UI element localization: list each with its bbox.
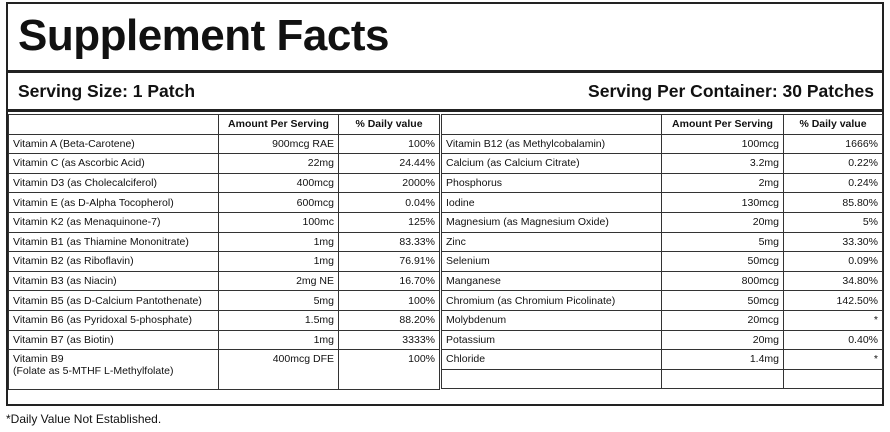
- amount-per-serving: 1mg: [219, 330, 339, 350]
- daily-value: 0.22%: [784, 154, 883, 174]
- nutrient-name-text: Vitamin B7 (as Biotin): [13, 333, 114, 346]
- nutrient-name: [9, 310, 219, 330]
- nutrient-table-left: [8, 114, 440, 390]
- nutrient-name: [442, 193, 662, 213]
- nutrient-name: [9, 212, 219, 232]
- daily-value: 24.44%: [339, 154, 440, 174]
- serving-divider: [8, 109, 882, 112]
- daily-value: 0.09%: [784, 252, 883, 272]
- amount-per-serving: 600mcg: [219, 193, 339, 213]
- nutrient-name: [442, 232, 662, 252]
- daily-value: 2000%: [339, 173, 440, 193]
- nutrient-name-text: Vitamin A (Beta-Carotene): [13, 137, 135, 150]
- nutrient-table-right: [441, 114, 883, 389]
- table-row: [442, 369, 883, 389]
- nutrient-name: [442, 212, 662, 232]
- daily-value: *: [784, 350, 883, 370]
- daily-value: 85.80%: [784, 193, 883, 213]
- nutrient-name-text: Vitamin B5 (as D-Calcium Pantothenate): [13, 294, 202, 307]
- header-daily-value: % Daily value: [784, 115, 883, 135]
- nutrient-name: [9, 193, 219, 213]
- nutrient-name-text: Magnesium (as Magnesium Oxide): [446, 216, 609, 229]
- nutrient-name: [442, 350, 662, 370]
- header-daily-value: % Daily value: [339, 115, 440, 135]
- table-row: [9, 193, 440, 213]
- amount-per-serving: 1mg: [219, 232, 339, 252]
- nutrient-name-text: Vitamin D3 (as Cholecalciferol): [13, 177, 157, 190]
- header-amount: Amount Per Serving: [219, 115, 339, 135]
- nutrient-name: [9, 291, 219, 311]
- header-nutrient: [9, 115, 219, 135]
- daily-value: 5%: [784, 212, 883, 232]
- nutrient-name-text: Vitamin E (as D-Alpha Tocopherol): [13, 196, 174, 209]
- nutrient-name-text: Vitamin B6 (as Pyridoxal 5-phosphate): [13, 314, 192, 327]
- table-row: [9, 271, 440, 291]
- table-row: [442, 330, 883, 350]
- nutrient-name: [442, 369, 662, 389]
- nutrient-name: [9, 271, 219, 291]
- amount-per-serving: 20mg: [662, 330, 784, 350]
- table-row: [9, 154, 440, 174]
- daily-value: 0.04%: [339, 193, 440, 213]
- nutrient-name-text: Zinc: [446, 235, 466, 248]
- amount-per-serving: 800mcg: [662, 271, 784, 291]
- nutrient-name-text: Vitamin B2 (as Riboflavin): [13, 255, 134, 268]
- amount-per-serving: 50mcg: [662, 291, 784, 311]
- table-row: [9, 232, 440, 252]
- panel-title: Supplement Facts: [18, 11, 389, 60]
- servings-per-container: Serving Per Container: 30 Patches: [588, 81, 874, 101]
- nutrient-name-text: Chromium (as Chromium Picolinate): [446, 294, 616, 307]
- table-row: [442, 252, 883, 272]
- nutrient-name-text: Vitamin C (as Ascorbic Acid): [13, 157, 145, 170]
- amount-per-serving: 100mcg: [662, 134, 784, 154]
- amount-per-serving: 1.4mg: [662, 350, 784, 370]
- header-amount: Amount Per Serving: [662, 115, 784, 135]
- nutrient-name: [442, 154, 662, 174]
- table-row: [9, 291, 440, 311]
- daily-value: 3333%: [339, 330, 440, 350]
- nutrient-name-text: Vitamin B1 (as Thiamine Mononitrate): [13, 235, 189, 248]
- nutrient-name-text: Phosphorus: [446, 177, 503, 190]
- nutrient-name: [442, 330, 662, 350]
- title-divider: [8, 70, 882, 73]
- nutrient-name: [442, 291, 662, 311]
- daily-value: 76.91%: [339, 252, 440, 272]
- amount-per-serving: 130mcg: [662, 193, 784, 213]
- daily-value: 0.24%: [784, 173, 883, 193]
- table-row: [9, 310, 440, 330]
- table-row: [442, 173, 883, 193]
- supplement-facts-panel: [6, 2, 884, 406]
- amount-per-serving: 400mcg DFE: [219, 350, 339, 390]
- daily-value: 100%: [339, 134, 440, 154]
- nutrient-name-text: Manganese: [446, 275, 501, 288]
- nutrient-name-text: Vitamin B3 (as Niacin): [13, 275, 117, 288]
- table-row: [9, 134, 440, 154]
- amount-per-serving: 20mg: [662, 212, 784, 232]
- daily-value: 33.30%: [784, 232, 883, 252]
- nutrient-name-text: Selenium: [446, 255, 490, 268]
- daily-value: 142.50%: [784, 291, 883, 311]
- table-row: [442, 154, 883, 174]
- nutrient-name: [442, 173, 662, 193]
- table-row: [9, 252, 440, 272]
- nutrient-name: [9, 330, 219, 350]
- nutrient-name-detail: (Folate as 5-MTHF L-Methylfolate): [13, 365, 174, 378]
- nutrient-name-text: Chloride: [446, 353, 486, 366]
- amount-per-serving: 5mg: [219, 291, 339, 311]
- amount-per-serving: [662, 369, 784, 389]
- daily-value: [784, 369, 883, 389]
- amount-per-serving: 50mcg: [662, 252, 784, 272]
- amount-per-serving: 900mcg RAE: [219, 134, 339, 154]
- nutrient-name-text: Iodine: [446, 196, 475, 209]
- table-row: [442, 193, 883, 213]
- nutrient-name-text: Vitamin K2 (as Menaquinone-7): [13, 216, 161, 229]
- nutrient-name-text: Potassium: [446, 333, 496, 346]
- daily-value: 1666%: [784, 134, 883, 154]
- table-header-row: [9, 115, 440, 135]
- table-row: [9, 350, 440, 390]
- table-row: [442, 271, 883, 291]
- daily-value: 100%: [339, 291, 440, 311]
- nutrient-name: [442, 252, 662, 272]
- amount-per-serving: 1mg: [219, 252, 339, 272]
- nutrient-name: [442, 271, 662, 291]
- serving-size: Serving Size: 1 Patch: [18, 81, 196, 101]
- amount-per-serving: 2mg: [662, 173, 784, 193]
- table-row: [9, 330, 440, 350]
- nutrient-name: [442, 134, 662, 154]
- nutrient-name-text: Molybdenum: [446, 314, 507, 327]
- amount-per-serving: 100mc: [219, 212, 339, 232]
- amount-per-serving: 5mg: [662, 232, 784, 252]
- header-nutrient: [442, 115, 662, 135]
- daily-value: 0.40%: [784, 330, 883, 350]
- daily-value: 88.20%: [339, 310, 440, 330]
- table-header-row: [442, 115, 883, 135]
- daily-value: 16.70%: [339, 271, 440, 291]
- amount-per-serving: 3.2mg: [662, 154, 784, 174]
- footnote: *Daily Value Not Established.: [6, 412, 162, 426]
- table-row: [442, 310, 883, 330]
- nutrient-name-text: Vitamin B9: [13, 353, 64, 366]
- nutrient-name: [442, 310, 662, 330]
- table-row: [442, 350, 883, 370]
- table-row: [442, 232, 883, 252]
- daily-value: *: [784, 310, 883, 330]
- amount-per-serving: 2mg NE: [219, 271, 339, 291]
- amount-per-serving: 1.5mg: [219, 310, 339, 330]
- amount-per-serving: 20mcg: [662, 310, 784, 330]
- nutrient-name-text: Calcium (as Calcium Citrate): [446, 157, 580, 170]
- nutrient-name: [9, 154, 219, 174]
- nutrient-name: [9, 134, 219, 154]
- table-row: [9, 173, 440, 193]
- table-row: [442, 291, 883, 311]
- daily-value: 34.80%: [784, 271, 883, 291]
- table-row: [442, 134, 883, 154]
- nutrient-name-text: Vitamin B12 (as Methylcobalamin): [446, 137, 606, 150]
- daily-value: 83.33%: [339, 232, 440, 252]
- daily-value: 100%: [339, 350, 440, 390]
- daily-value: 125%: [339, 212, 440, 232]
- amount-per-serving: 400mcg: [219, 173, 339, 193]
- table-row: [9, 212, 440, 232]
- nutrient-name: [9, 173, 219, 193]
- amount-per-serving: 22mg: [219, 154, 339, 174]
- nutrient-name: [9, 350, 219, 390]
- table-row: [442, 212, 883, 232]
- nutrient-name: [9, 252, 219, 272]
- nutrient-name: [9, 232, 219, 252]
